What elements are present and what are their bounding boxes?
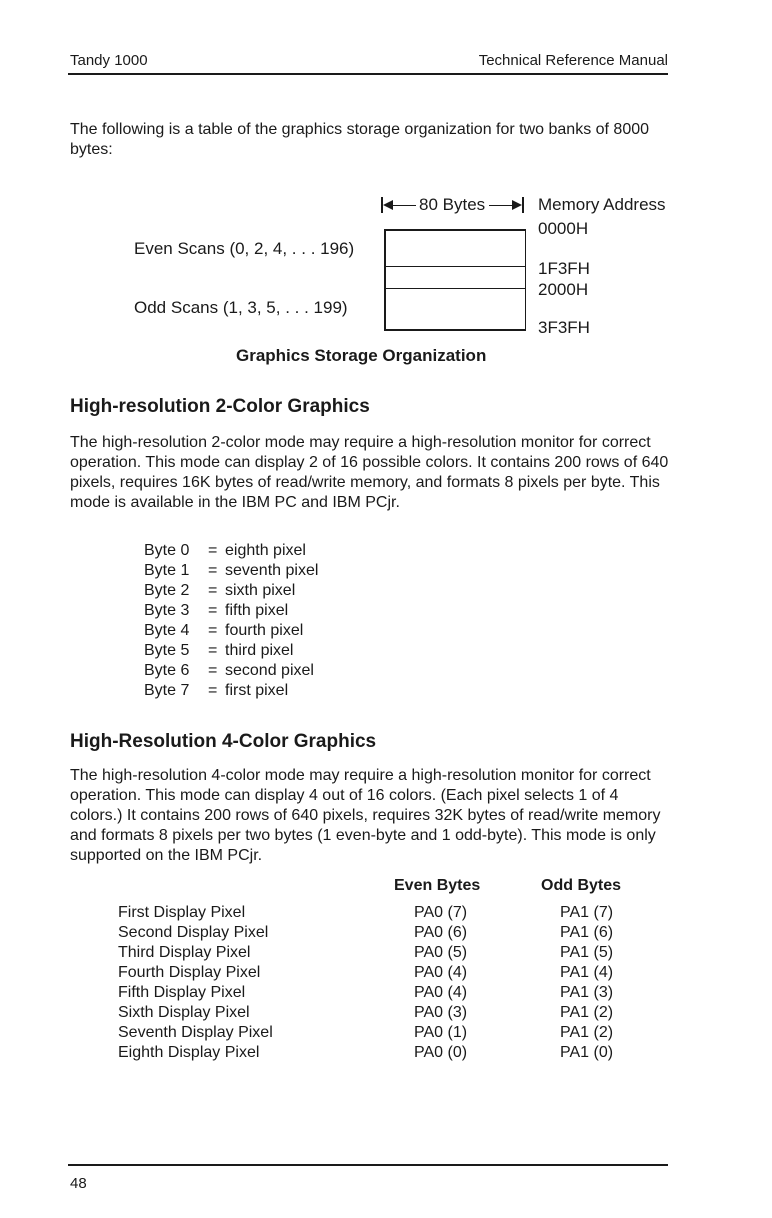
- header-manual-name: Technical Reference Manual: [478, 52, 668, 69]
- arrow-right-icon: [512, 200, 522, 210]
- byte-label: Byte 7: [144, 682, 190, 699]
- pixel-name-cell: Third Display Pixel: [118, 944, 251, 961]
- list-item: [144, 601, 318, 621]
- box-bottom-line: [384, 329, 526, 331]
- intro-paragraph: The following is a table of the graphics storage organization for two banks of 8000 bytes:: [70, 121, 650, 158]
- even-byte-cell: PA0 (1): [414, 1024, 468, 1041]
- header-rule: [68, 73, 668, 75]
- dimension-right-bar: [522, 197, 524, 213]
- odd-byte-cell: PA1 (6): [560, 924, 614, 941]
- box-odd-start-line: [384, 288, 526, 289]
- byte-label: Byte 6: [144, 662, 190, 679]
- equals-sign: =: [208, 582, 218, 599]
- section-body-4-color: The high-resolution 4-color mode may require a high-resolution monitor for correct operation. This mode can display 4 out of 16 colors. (Each pixel selects 1 of 4 colors.) It contains 200 rows of 640 pixels, requires 32K bytes of read/write memory and formats 8 pixels per two bytes (1 even-byte and 1 odd-byte). This mode is only supported on the IBM PCjr.: [70, 767, 661, 864]
- pixel-label: sixth pixel: [225, 582, 296, 599]
- odd-byte-cell: PA1 (5): [560, 944, 614, 961]
- address-2000h: 2000H: [538, 280, 589, 299]
- box-top-line: [384, 229, 526, 231]
- byte-label: Byte 2: [144, 582, 190, 599]
- pixel-name-cell: Fifth Display Pixel: [118, 984, 246, 1001]
- equals-sign: =: [208, 682, 218, 699]
- even-byte-cell: PA0 (6): [414, 924, 468, 941]
- list-item: [144, 661, 318, 681]
- byte-label: Byte 0: [144, 542, 190, 559]
- even-scans-label: Even Scans (0, 2, 4, . . . 196): [134, 239, 355, 258]
- pixel-label: third pixel: [225, 642, 294, 659]
- memory-address-heading: Memory Address: [538, 195, 666, 214]
- odd-byte-cell: PA1 (2): [560, 1004, 614, 1021]
- equals-sign: =: [208, 542, 218, 559]
- column-header-even-bytes: Even Bytes: [394, 877, 481, 894]
- column-header-odd-bytes: Odd Bytes: [541, 877, 622, 894]
- odd-byte-cell: PA1 (4): [560, 964, 614, 981]
- byte-label: Byte 1: [144, 562, 190, 579]
- pixel-label: eighth pixel: [225, 542, 306, 559]
- byte-label: Byte 3: [144, 602, 190, 619]
- pixel-label: first pixel: [225, 682, 289, 699]
- list-item: [144, 621, 318, 641]
- box-left-edge: [384, 229, 386, 330]
- pixel-label: fourth pixel: [225, 622, 304, 639]
- list-item: [144, 681, 318, 701]
- pixel-name-cell: Sixth Display Pixel: [118, 1004, 250, 1021]
- width-label: 80 Bytes: [419, 195, 486, 214]
- section-body-2-color: The high-resolution 2-color mode may require a high-resolution monitor for correct operation. This mode can display 2 of 16 possible colors. It contains 200 rows of 640 pixels, requires 16K bytes of read/write memory, and formats 8 pixels per byte. This mode is available in the IBM PC and IBM PCjr.: [70, 434, 669, 511]
- list-item: [144, 641, 318, 661]
- byte-pixel-list: [144, 541, 318, 701]
- section-heading-4-color: High-Resolution 4-Color Graphics: [70, 731, 377, 752]
- box-even-end-line: [384, 266, 526, 267]
- pixel-name-cell: First Display Pixel: [118, 904, 246, 921]
- address-3f3fh: 3F3FH: [538, 318, 590, 337]
- even-byte-cell: PA0 (5): [414, 944, 468, 961]
- list-item: [144, 541, 318, 561]
- list-item: [144, 561, 318, 581]
- pixel-label: second pixel: [225, 662, 314, 679]
- address-1f3fh: 1F3FH: [538, 259, 590, 278]
- even-byte-cell: PA0 (4): [414, 984, 468, 1001]
- byte-label: Byte 4: [144, 622, 190, 639]
- address-0000h: 0000H: [538, 219, 589, 238]
- odd-byte-cell: PA1 (7): [560, 904, 614, 921]
- page-number: 48: [70, 1175, 87, 1192]
- byte-label: Byte 5: [144, 642, 190, 659]
- pixel-name-cell: Second Display Pixel: [118, 924, 269, 941]
- even-byte-cell: PA0 (0): [414, 1044, 468, 1061]
- pixel-label: fifth pixel: [225, 602, 289, 619]
- pixel-name-cell: Seventh Display Pixel: [118, 1024, 273, 1041]
- equals-sign: =: [208, 602, 218, 619]
- pixel-name-cell: Fourth Display Pixel: [118, 964, 261, 981]
- pixel-name-cell: Eighth Display Pixel: [118, 1044, 260, 1061]
- equals-sign: =: [208, 562, 218, 579]
- diagram-caption: Graphics Storage Organization: [236, 346, 487, 365]
- box-right-edge: [525, 229, 527, 330]
- odd-scans-label: Odd Scans (1, 3, 5, . . . 199): [134, 298, 348, 317]
- dimension-left-shaft: [391, 205, 416, 207]
- even-byte-cell: PA0 (3): [414, 1004, 468, 1021]
- list-item: [144, 581, 318, 601]
- odd-byte-cell: PA1 (0): [560, 1044, 614, 1061]
- equals-sign: =: [208, 642, 218, 659]
- section-heading-2-color: High-resolution 2-Color Graphics: [70, 396, 370, 417]
- odd-byte-cell: PA1 (2): [560, 1024, 614, 1041]
- pixel-label: seventh pixel: [225, 562, 319, 579]
- even-byte-cell: PA0 (4): [414, 964, 468, 981]
- header-title: Tandy 1000: [70, 52, 148, 69]
- footer-rule: [68, 1164, 668, 1166]
- odd-byte-cell: PA1 (3): [560, 984, 614, 1001]
- even-byte-cell: PA0 (7): [414, 904, 468, 921]
- dimension-right-shaft: [489, 205, 512, 207]
- equals-sign: =: [208, 662, 218, 679]
- equals-sign: =: [208, 622, 218, 639]
